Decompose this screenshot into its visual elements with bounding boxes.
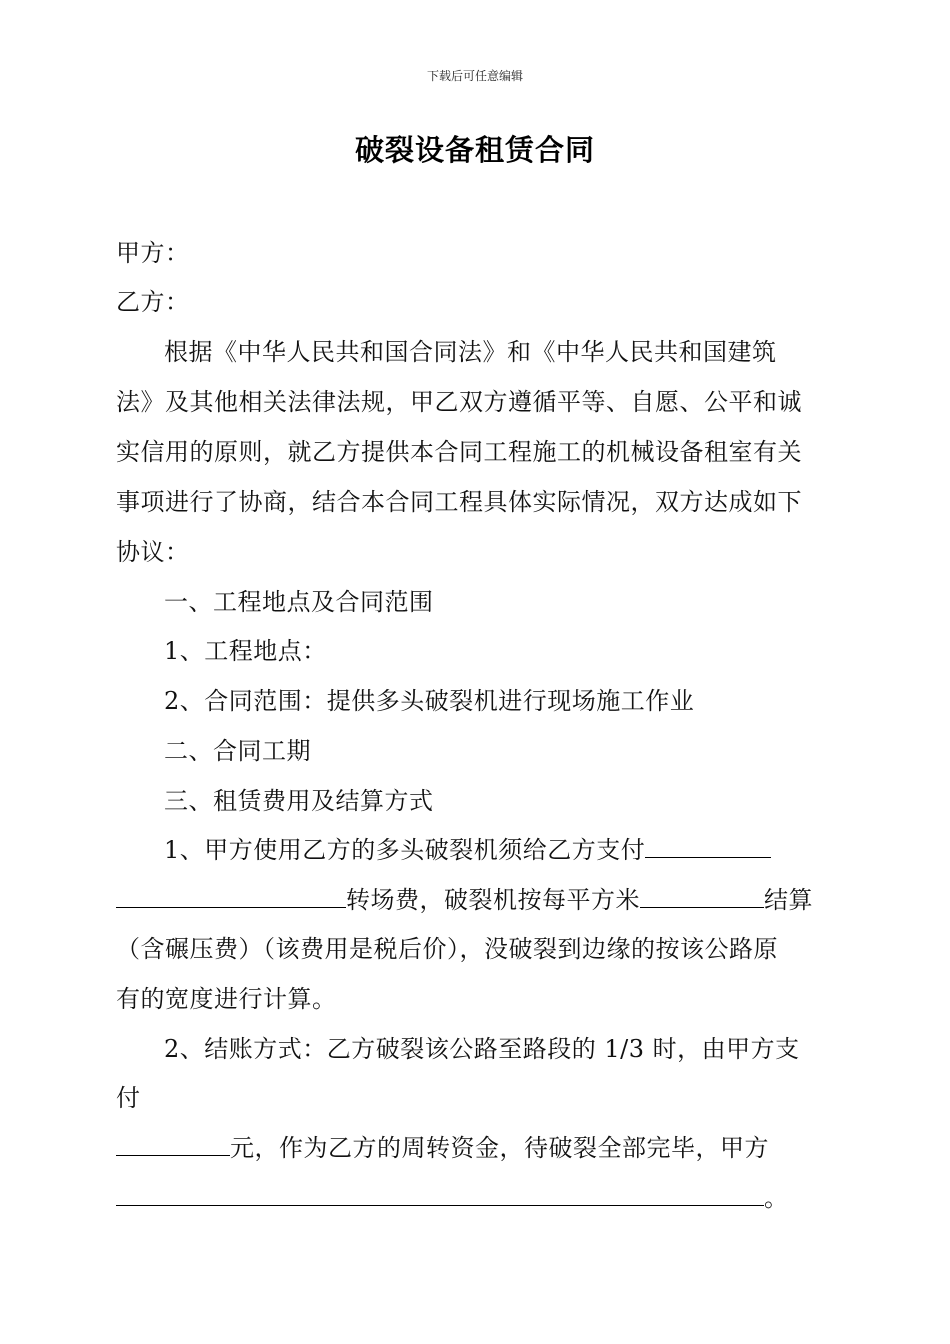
price-per-sqm-blank[interactable] [640, 885, 764, 908]
section-3-heading: 三、租赁费用及结算方式 [164, 787, 434, 815]
party-b-label: 乙方： [116, 288, 190, 316]
section-1-item-2: 2、合同范围：提供多头破裂机进行现场施工作业 [164, 687, 695, 715]
intro-line-2: 法》及其他相关法律法规，甲乙双方遵循平等、自愿、公平和诚 [116, 388, 802, 416]
intro-line-3: 实信用的原则，就乙方提供本合同工程施工的机械设备租室有关 [116, 438, 802, 466]
section-3-item-2-line-4 [116, 1183, 789, 1213]
section-3-item-2-line-3 [116, 1133, 769, 1163]
intro-line-5: 协议： [116, 538, 190, 566]
final-payment-blank[interactable] [116, 1183, 764, 1206]
section-3-item-2-line-1: 2、结账方式：乙方破裂该公路至路段的 1/3 时，由甲方支 [164, 1035, 800, 1063]
intro-line-1: 根据《中华人民共和国合同法》和《中华人民共和国建筑 [164, 338, 777, 366]
section-3-item-1-line-1 [164, 835, 771, 865]
section-3-item-2-line-2: 付 [116, 1084, 141, 1112]
section-3-item-1-line-2 [116, 885, 813, 915]
section-3-item-1-text-b2: 结算 [764, 886, 813, 914]
section-3-item-1-text-a: 1、甲方使用乙方的多头破裂机须给乙方支付 [164, 836, 646, 864]
party-a-label: 甲方： [116, 239, 190, 267]
section-2-heading: 二、合同工期 [164, 737, 311, 765]
transfer-fee-blank[interactable] [116, 885, 346, 908]
section-3-item-1-text-b1: 转场费，破裂机按每平方米 [346, 886, 640, 914]
section-1-heading: 一、工程地点及合同范围 [164, 588, 434, 616]
advance-amount-blank[interactable] [116, 1133, 230, 1156]
section-3-item-2-text-c1: 元，作为乙方的周转资金，待破裂全部完毕，甲方 [230, 1134, 769, 1162]
payment-amount-blank[interactable] [645, 835, 771, 858]
section-3-item-2-period: 。 [764, 1184, 789, 1212]
section-1-item-1: 1、工程地点： [164, 637, 327, 665]
header-note: 下载后可任意编辑 [426, 69, 523, 83]
document-title: 破裂设备租赁合同 [354, 133, 595, 167]
intro-line-4: 事项进行了协商，结合本合同工程具体实际情况，双方达成如下 [116, 488, 802, 516]
section-3-item-1-line-4: 有的宽度进行计算。 [116, 985, 337, 1013]
section-3-item-1-line-3: （含碾压费）（该费用是税后价），没破裂到边缘的按该公路原 [116, 935, 778, 963]
